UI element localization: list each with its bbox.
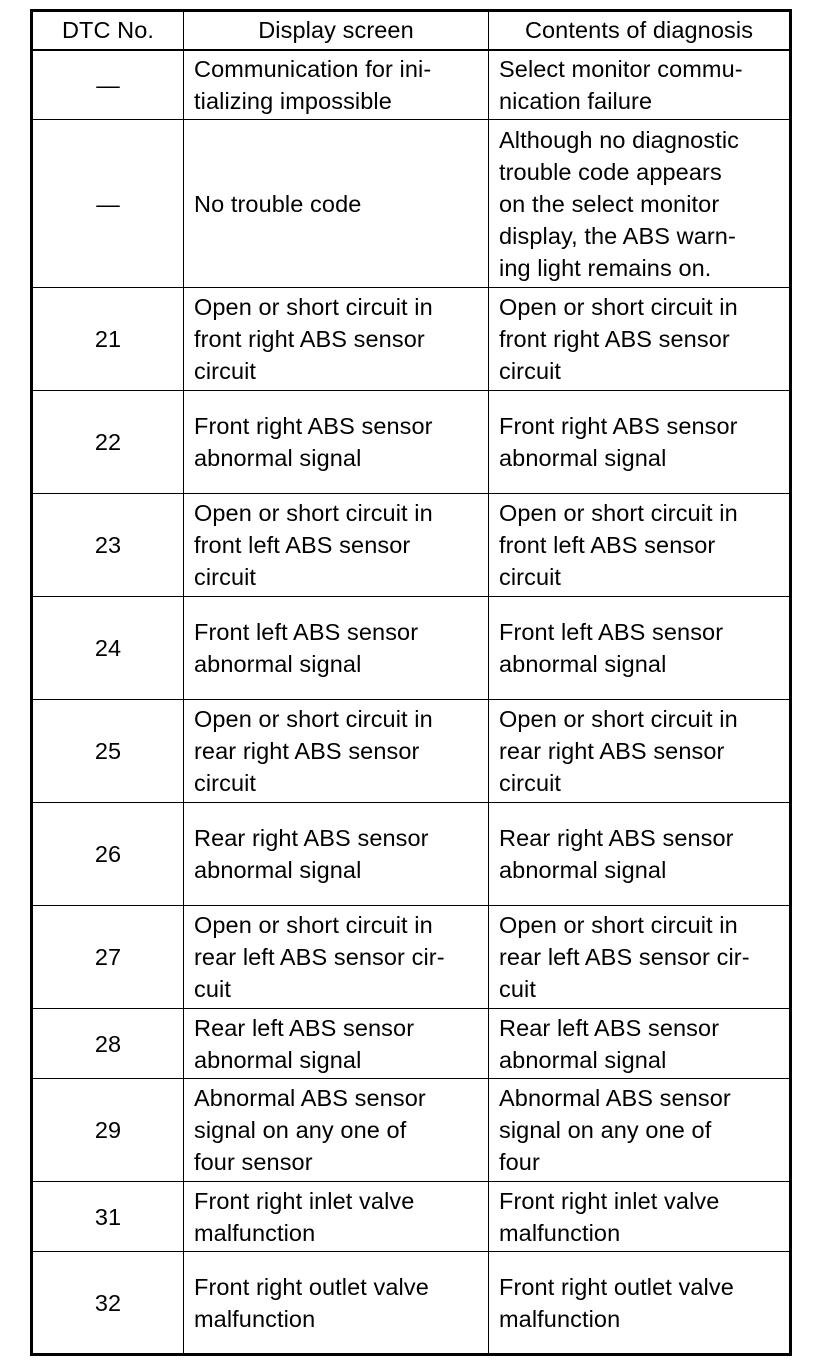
table-header (32, 11, 791, 50)
cell-text-line: Abnormal ABS sensor (194, 1085, 426, 1111)
cell-text-line: Front right inlet valve (194, 1187, 415, 1214)
contents-of-diagnosis-cell (489, 1009, 791, 1079)
dtc-code-cell: 28 (32, 1009, 184, 1079)
contents-of-diagnosis-cell (489, 1182, 791, 1252)
cell-text-line: rear right ABS sensor (194, 738, 420, 764)
cell-text-line: circuit (194, 358, 257, 384)
display-screen-cell (184, 391, 489, 494)
display-screen-cell (184, 1182, 489, 1252)
cell-text-line: circuit (499, 770, 562, 796)
cell-text-line: malfunction (194, 1305, 316, 1332)
cell-text-line: rear left ABS sensor cir- (499, 944, 750, 970)
cell-text-line: four (499, 1149, 540, 1175)
header-row (32, 11, 791, 50)
cell-text-line: signal on any one of (499, 1117, 712, 1143)
dtc-code-cell: 31 (32, 1182, 184, 1252)
display-screen-cell (184, 50, 489, 120)
cell-text-line: Open or short circuit in (499, 500, 738, 526)
dtc-code-cell: 24 (32, 597, 184, 700)
display-screen-cell (184, 906, 489, 1009)
display-screen-cell (184, 597, 489, 700)
display-screen-cell (184, 803, 489, 906)
cell-text-line: Open or short circuit in (499, 706, 738, 732)
cell-text-line: Rear left ABS sensor (499, 1014, 720, 1041)
cell-text-line: Front left ABS sensor (499, 619, 724, 645)
cell-text-line: front right ABS sensor (194, 326, 425, 352)
contents-of-diagnosis-cell (489, 1252, 791, 1355)
display-screen-cell (184, 288, 489, 391)
cell-text-line: Rear left ABS sensor (194, 1014, 415, 1041)
cell-text-line: Although no diagnostic (499, 126, 739, 153)
cell-text-line: front left ABS sensor (194, 532, 411, 558)
contents-of-diagnosis-cell (489, 50, 791, 120)
cell-text-line: Open or short circuit in (194, 500, 433, 526)
cell-text-line: circuit (499, 564, 562, 590)
cell-text-line: display, the ABS warn- (499, 222, 736, 249)
header-contents-of-diagnosis: Contents of diagnosis (489, 11, 791, 50)
table-row (32, 120, 791, 288)
cell-text-line: Open or short circuit in (194, 706, 433, 732)
contents-of-diagnosis-cell (489, 597, 791, 700)
display-screen-cell (184, 120, 489, 288)
table-row (32, 597, 791, 700)
table-row (32, 1182, 791, 1252)
cell-text-line: malfunction (499, 1305, 621, 1332)
dtc-code-cell: 22 (32, 391, 184, 494)
dtc-code-cell: 26 (32, 803, 184, 906)
display-screen-cell (184, 494, 489, 597)
table-row (32, 1009, 791, 1079)
cell-text-line: on the select monitor (499, 190, 720, 217)
table-body (32, 50, 791, 1355)
cell-text-line: Open or short circuit in (499, 912, 738, 938)
dtc-code-cell: 27 (32, 906, 184, 1009)
cell-text-line: Rear right ABS sensor (194, 825, 429, 851)
cell-text-line: Open or short circuit in (194, 912, 433, 938)
display-screen-cell (184, 1079, 489, 1182)
cell-text-line: rear right ABS sensor (499, 738, 725, 764)
cell-text-line: circuit (194, 564, 257, 590)
cell-text-line: Front right outlet valve (194, 1273, 429, 1300)
cell-text-line: rear left ABS sensor cir- (194, 944, 445, 970)
cell-text-line: tializing impossible (194, 87, 392, 114)
cell-text-line: front right ABS sensor (499, 326, 730, 352)
cell-text-line: abnormal signal (194, 1046, 362, 1073)
table-row (32, 803, 791, 906)
cell-text-line: trouble code appears (499, 158, 722, 185)
header-display-screen: Display screen (184, 11, 489, 50)
cell-text-line: cuit (194, 976, 231, 1002)
table-row (32, 288, 791, 391)
cell-text-line: circuit (499, 358, 562, 384)
cell-text-line: Open or short circuit in (499, 294, 738, 320)
table-row (32, 1252, 791, 1355)
cell-text-line: Front left ABS sensor (194, 619, 419, 645)
cell-text-line: abnormal signal (499, 1046, 667, 1073)
contents-of-diagnosis-cell (489, 700, 791, 803)
cell-text-line: malfunction (194, 1219, 316, 1246)
contents-of-diagnosis-cell (489, 288, 791, 391)
cell-text-line: No trouble code (194, 190, 362, 217)
table-row (32, 494, 791, 597)
dtc-table (30, 9, 792, 1356)
cell-text-line: Front right outlet valve (499, 1273, 734, 1300)
cell-text-line: abnormal signal (499, 651, 667, 677)
cell-text-line: abnormal signal (499, 857, 667, 883)
cell-text-line: abnormal signal (194, 857, 362, 883)
dtc-code-cell: 21 (32, 288, 184, 391)
cell-text-line: signal on any one of (194, 1117, 407, 1143)
table-row (32, 700, 791, 803)
cell-text-line: Front right inlet valve (499, 1187, 720, 1214)
table-row (32, 391, 791, 494)
cell-text-line: nication failure (499, 87, 653, 114)
cell-text-line: front left ABS sensor (499, 532, 716, 558)
contents-of-diagnosis-cell (489, 391, 791, 494)
cell-text-line: Communication for ini- (194, 55, 432, 82)
cell-text-line: Open or short circuit in (194, 294, 433, 320)
display-screen-cell (184, 700, 489, 803)
table-row (32, 906, 791, 1009)
cell-text-line: abnormal signal (194, 445, 362, 471)
contents-of-diagnosis-cell (489, 120, 791, 288)
dtc-code-cell: 25 (32, 700, 184, 803)
cell-text-line: Front right ABS sensor (499, 413, 738, 439)
cell-text-line: circuit (194, 770, 257, 796)
table-row (32, 50, 791, 120)
dtc-code-cell: 29 (32, 1079, 184, 1182)
cell-text-line: abnormal signal (499, 445, 667, 471)
display-screen-cell (184, 1252, 489, 1355)
header-dtc-no: DTC No. (32, 11, 184, 50)
cell-text-line: ing light remains on. (499, 254, 712, 281)
contents-of-diagnosis-cell (489, 906, 791, 1009)
dtc-code-cell: — (32, 120, 184, 288)
cell-text-line: cuit (499, 976, 536, 1002)
table-row (32, 1079, 791, 1182)
dtc-code-cell: 23 (32, 494, 184, 597)
cell-text-line: Abnormal ABS sensor (499, 1085, 731, 1111)
cell-text-line: Rear right ABS sensor (499, 825, 734, 851)
contents-of-diagnosis-cell (489, 494, 791, 597)
cell-text-line: Front right ABS sensor (194, 413, 433, 439)
contents-of-diagnosis-cell (489, 803, 791, 906)
cell-text-line: abnormal signal (194, 651, 362, 677)
dtc-code-cell: 32 (32, 1252, 184, 1355)
display-screen-cell (184, 1009, 489, 1079)
dtc-code-cell: — (32, 50, 184, 120)
cell-text-line: four sensor (194, 1149, 313, 1175)
cell-text-line: Select monitor commu- (499, 55, 743, 82)
cell-text-line: malfunction (499, 1219, 621, 1246)
contents-of-diagnosis-cell (489, 1079, 791, 1182)
